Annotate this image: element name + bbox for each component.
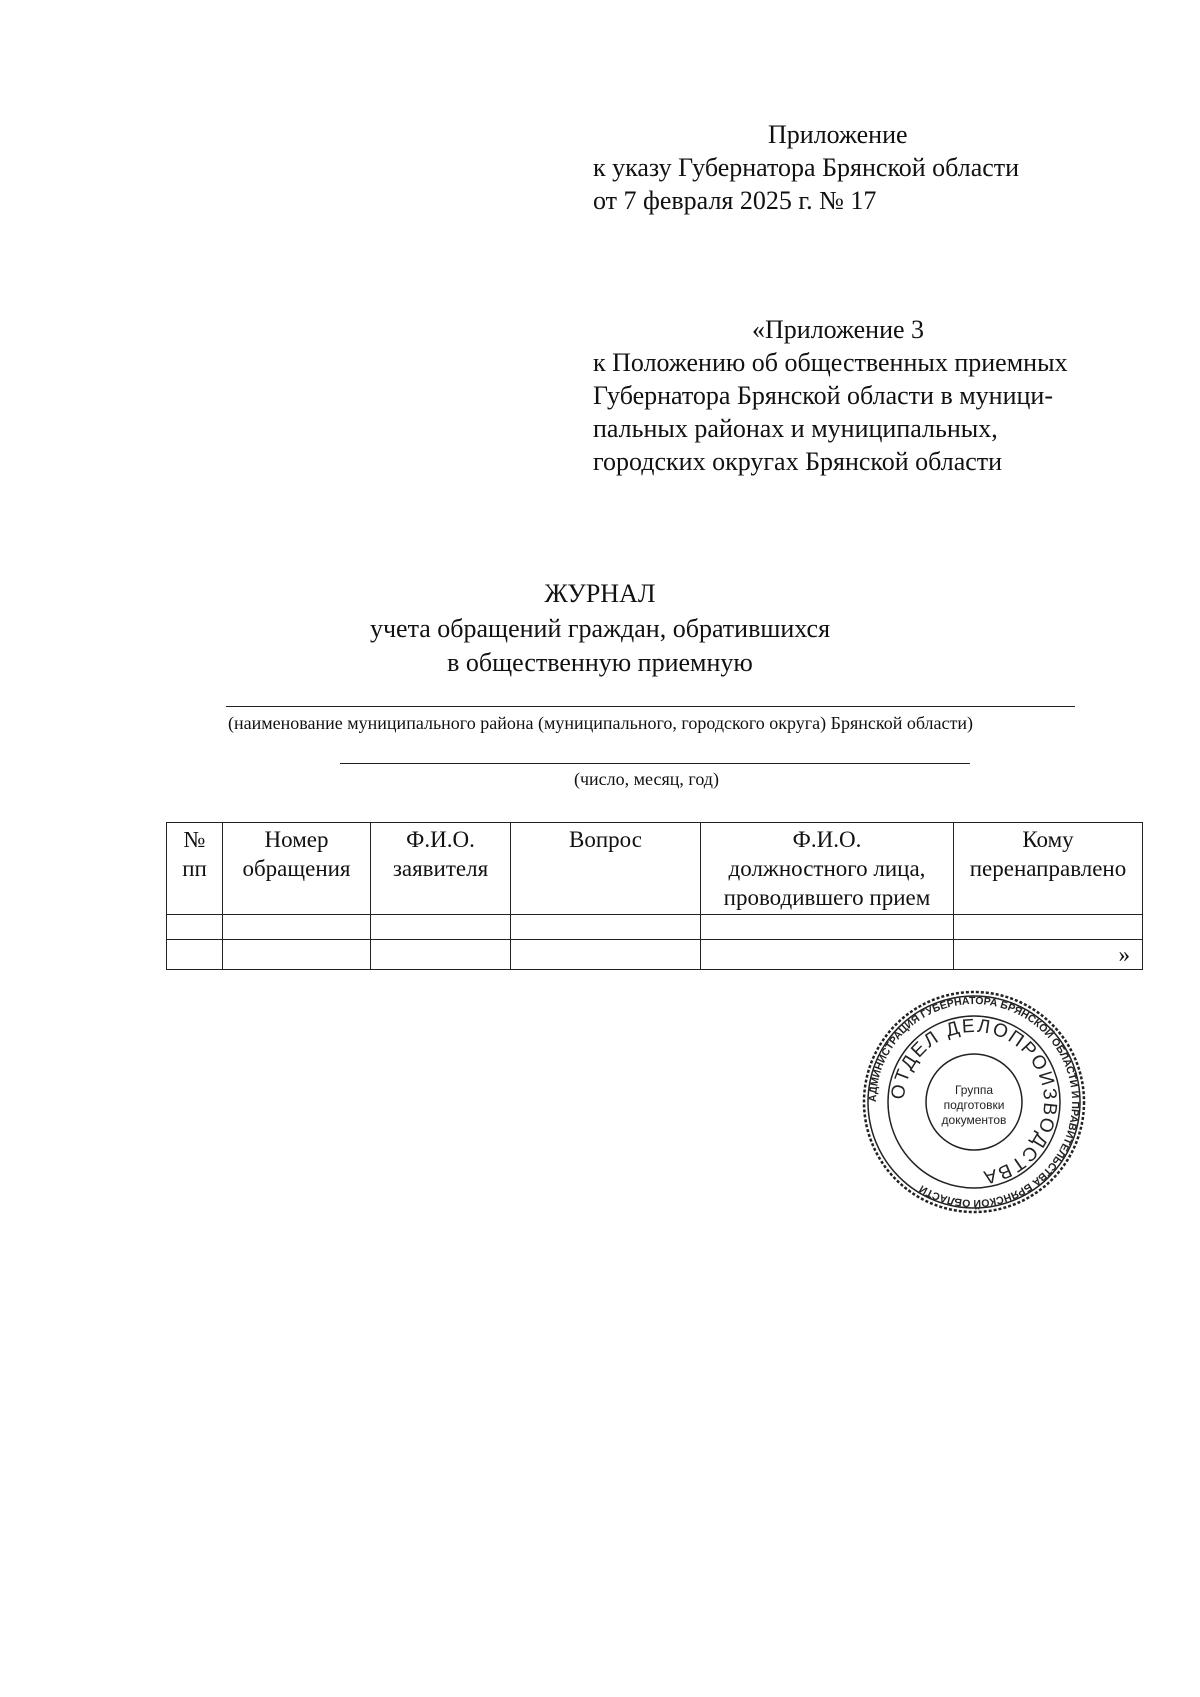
date-fill-line — [340, 763, 970, 764]
official-stamp — [862, 990, 1086, 1214]
table-cell — [511, 915, 701, 940]
stamp-center-line-2: подготовки — [943, 1098, 1005, 1112]
header-official-line-3: проводившего прием — [723, 885, 931, 910]
table-cell — [371, 940, 511, 970]
header-appeal-number-line-2: обращения — [242, 856, 351, 881]
journal-table — [166, 822, 1143, 970]
appendix3-line-2: к Положению об общественных приемных — [593, 348, 1068, 377]
table-cell — [223, 940, 371, 970]
header-applicant — [371, 823, 511, 915]
header-redirected — [954, 823, 1143, 915]
journal-title: ЖУРНАЛ — [544, 579, 656, 608]
journal-subtitle-2: в общественную приемную — [447, 648, 753, 677]
table-cell — [167, 940, 223, 970]
header-number-line-1: № — [183, 827, 206, 852]
table-cell — [167, 915, 223, 940]
stamp-ring-text: ОТДЕЛ ДЕЛОПРОИЗВОДСТВА — [887, 1015, 1061, 1188]
table-cell — [511, 940, 701, 970]
closing-quote: » — [954, 940, 1143, 970]
appendix-date-line: от 7 февраля 2025 г. № 17 — [593, 186, 877, 215]
table-cell — [223, 915, 371, 940]
appendix-decree-line: к указу Губернатора Брянской области — [593, 153, 1020, 182]
header-applicant-line-1: Ф.И.О. — [406, 827, 475, 852]
table-row — [167, 940, 1143, 970]
header-number-line-2: пп — [182, 856, 207, 881]
header-redirected-line-2: перенаправлено — [969, 856, 1127, 881]
header-official-line-1: Ф.И.О. — [792, 827, 862, 852]
header-number — [167, 823, 223, 915]
district-caption: (наименование муниципального района (муниципального, городского округа) Брянской области) — [228, 713, 973, 733]
header-appeal-number-line-1: Номер — [264, 827, 329, 852]
header-question — [511, 823, 701, 915]
header-official-line-2: должностного лица, — [728, 856, 926, 881]
header-redirected-line-1: Кому — [1022, 827, 1074, 852]
appendix-title: Приложение — [768, 120, 908, 149]
header-appeal-number — [223, 823, 371, 915]
stamp-center-line-3: документов — [941, 1113, 1007, 1127]
table-cell — [701, 915, 954, 940]
header-official — [701, 823, 954, 915]
table-header-row — [167, 823, 1143, 915]
table-cell — [954, 915, 1143, 940]
date-caption: (число, месяц, год) — [574, 769, 719, 789]
header-applicant-line-2: заявителя — [392, 856, 489, 881]
appendix3-line-3: Губернатора Брянской области в муници- — [593, 381, 1053, 410]
table-cell — [701, 940, 954, 970]
stamp-outer-text: АДМИНИСТРАЦИЯ ГУБЕРНАТОРА БРЯНСКОЙ ОБЛАСТИ И ПРАВИТЕЛЬСТВА БРЯНСКОЙ ОБЛАСТИ — [866, 994, 1082, 1210]
district-fill-line — [226, 706, 1075, 707]
stamp-center-line-1: Группа — [954, 1083, 994, 1097]
appendix3-line-5: городских округах Брянской области — [593, 447, 1003, 476]
table-row — [167, 915, 1143, 940]
appendix3-title: «Приложение 3 — [752, 315, 925, 344]
appendix3-line-4: пальных районах и муниципальных, — [593, 414, 998, 443]
header-question-line-1: Вопрос — [569, 827, 642, 852]
journal-subtitle-1: учета обращений граждан, обратившихся — [369, 614, 831, 643]
table-cell — [371, 915, 511, 940]
